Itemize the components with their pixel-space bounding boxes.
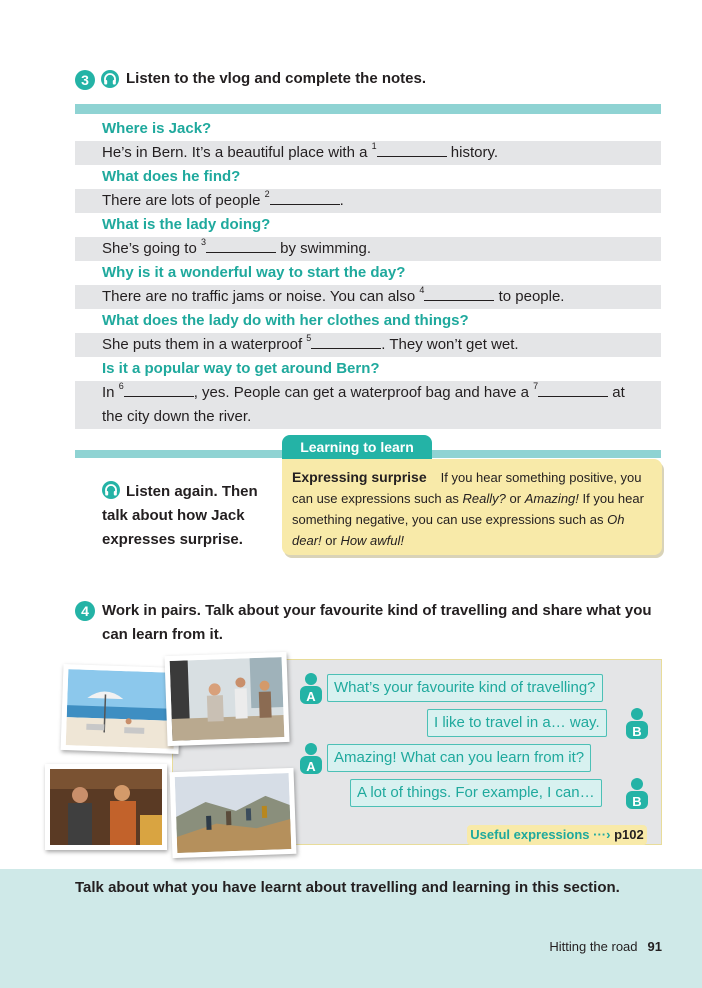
answer-blank[interactable] bbox=[538, 382, 608, 397]
answer-blank[interactable] bbox=[270, 190, 340, 205]
answer-blank[interactable] bbox=[206, 238, 276, 253]
arrow-icon: ···› bbox=[593, 827, 611, 842]
beach-photo bbox=[61, 664, 182, 754]
tip-title: Expressing surprise bbox=[292, 469, 427, 485]
svg-text:B: B bbox=[632, 794, 642, 809]
speaker-b-avatar bbox=[624, 776, 650, 810]
note-question: What does the lady do with her clothes and things? bbox=[102, 312, 469, 329]
note-question: What is the lady doing? bbox=[102, 216, 271, 233]
dialogue-line-a: What’s your favourite kind of travelling? bbox=[327, 674, 603, 702]
answer-blank[interactable] bbox=[377, 142, 447, 157]
dialogue-line-b: A lot of things. For example, I can… bbox=[350, 779, 602, 807]
answer-blank[interactable] bbox=[124, 382, 194, 397]
svg-text:A: A bbox=[306, 689, 316, 704]
useful-expressions-link[interactable] bbox=[467, 825, 647, 845]
hiking-photo bbox=[170, 768, 297, 858]
learning-to-learn-tab: Learning to learn bbox=[282, 435, 432, 459]
page-reference: p102 bbox=[614, 827, 644, 842]
dialogue-line-b: I like to travel in a… way. bbox=[427, 709, 607, 737]
note-answer: She’s going to $^3$ by swimming. bbox=[75, 237, 661, 261]
exercise-instruction: Work in pairs. Talk about your favourite kind of travelling and share what you can learn from it. bbox=[102, 602, 652, 643]
svg-text:B: B bbox=[632, 724, 642, 739]
market-photo bbox=[45, 764, 167, 850]
exercise-number-badge bbox=[75, 601, 95, 621]
note-question: Where is Jack? bbox=[102, 120, 212, 137]
answer-blank[interactable] bbox=[424, 286, 494, 301]
section-name: Hitting the road bbox=[549, 939, 638, 954]
dialogue-line-a: Amazing! What can you learn from it? bbox=[327, 744, 591, 772]
exercise-number: 4 bbox=[81, 603, 89, 619]
speaker-b-avatar bbox=[624, 706, 650, 740]
note-answer: In $^6$ , yes. People can get a waterproof bag and have a $^7$ at the city down the river. bbox=[75, 381, 661, 429]
exercise-number-badge bbox=[75, 70, 95, 90]
exercise-instruction: Listen to the vlog and complete the notes. bbox=[126, 70, 427, 87]
city-walk-photo bbox=[164, 652, 289, 746]
useful-expressions-label: Useful expressions bbox=[470, 827, 590, 842]
footer-task: Talk about what you have learnt about travelling and learning in this section. bbox=[75, 879, 620, 896]
speaker-a-avatar bbox=[298, 671, 324, 705]
headphones-icon[interactable] bbox=[101, 70, 119, 93]
note-question: Why is it a wonderful way to start the day? bbox=[102, 264, 406, 281]
note-answer: She puts them in a waterproof $^5$ . They won’t get wet. bbox=[75, 333, 661, 357]
svg-text:A: A bbox=[306, 759, 316, 774]
note-answer: He’s in Bern. It’s a beautiful place with a $^1$ history. bbox=[75, 141, 661, 165]
note-answer: There are lots of people $^2$ . bbox=[75, 189, 661, 213]
note-question: Is it a popular way to get around Bern? bbox=[102, 360, 380, 377]
learning-to-learn-box: Expressing surprise If you hear something positive, you can use expressions such as Really? or Amazing! If you hear something negative, you can use expressions such as Oh dear! or How awful! bbox=[282, 459, 662, 555]
speaker-a-avatar bbox=[298, 741, 324, 775]
notes-box bbox=[75, 104, 661, 458]
page-footer bbox=[549, 939, 662, 954]
note-answer: There are no traffic jams or noise. You can also $^4$ to people. bbox=[75, 285, 661, 309]
listen-again-instruction: Listen again. Then talk about how Jack expresses surprise. bbox=[102, 483, 258, 548]
note-question: What does he find? bbox=[102, 168, 241, 185]
exercise-number: 3 bbox=[81, 72, 89, 88]
answer-blank[interactable] bbox=[311, 334, 381, 349]
page-number: 91 bbox=[647, 939, 662, 954]
